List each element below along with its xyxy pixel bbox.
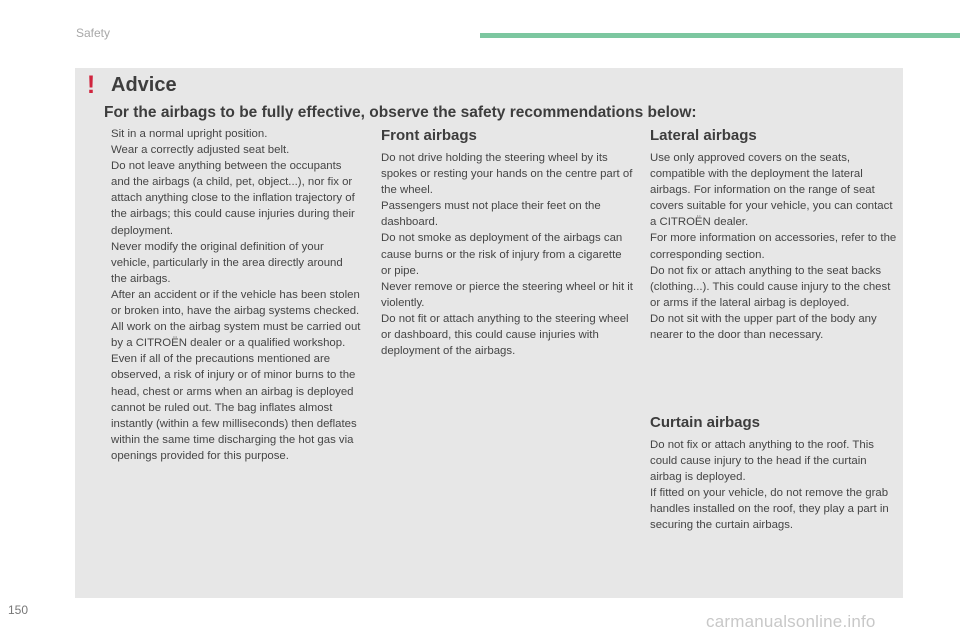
curtain-paragraph: If fitted on your vehicle, do not remove the grab handles installed on the roof, they play a part in securing the curtain airbags. bbox=[650, 487, 889, 532]
exclamation-icon: ! bbox=[86, 71, 96, 99]
front-airbags-heading: Front airbags bbox=[381, 127, 477, 144]
general-paragraph: Never modify the original definition of your vehicle, particularly in the area directly around the airbags. bbox=[111, 240, 343, 285]
lateral-paragraph: Do not sit with the upper part of the body any nearer to the door than necessary. bbox=[650, 312, 877, 342]
general-paragraph: After an accident or if the vehicle has been stolen or broken into, have the airbag systems checked. bbox=[111, 288, 360, 318]
curtain-airbags-heading: Curtain airbags bbox=[650, 414, 761, 431]
general-paragraph: Sit in a normal upright position. bbox=[111, 128, 268, 140]
lateral-airbags-heading: Lateral airbags bbox=[650, 127, 757, 144]
curtain-paragraph: Do not fix or attach anything to the roof. This could cause injury to the head if the curtain airbag is deployed. bbox=[650, 439, 874, 484]
general-advice-column bbox=[111, 126, 361, 464]
page-number: 150 bbox=[8, 603, 29, 617]
front-paragraph: Passengers must not place their feet on the dashboard. bbox=[381, 200, 601, 229]
advice-title: Advice bbox=[111, 74, 177, 96]
front-paragraph: Never remove or pierce the steering wheel or hit it violently. bbox=[381, 280, 633, 309]
watermark: carmanualsonline.info bbox=[706, 612, 876, 631]
general-paragraph: Even if all of the precautions mentioned are observed, a risk of injury or of minor burns to the head, chest or arms when an airbag is deployed cannot be ruled out. The bag inflates almost instantly (within a few milliseconds) then deflates within the same time discharging the hot gas via openings provided for this purpose. bbox=[111, 353, 357, 462]
front-paragraph: Do not drive holding the steering wheel by its spokes or resting your hands on the centre part of the wheel. bbox=[381, 152, 633, 197]
advice-subtitle: For the airbags to be fully effective, observe the safety recommendations below: bbox=[104, 104, 697, 121]
general-paragraph: Do not leave anything between the occupants and the airbags (a child, pet, object...), nor fix or attach anything close to the inflation trajectory of the airbags; this could cause injuries during their deployment. bbox=[111, 160, 355, 237]
curtain-airbags-column bbox=[650, 437, 898, 534]
section-label: Safety bbox=[76, 26, 111, 40]
lateral-paragraph: Use only approved covers on the seats, compatible with the deployment the lateral airbags. For information on the range of seat covers suitable for your vehicle, you can contact a CITROËN dealer. bbox=[650, 152, 893, 229]
general-paragraph: Wear a correctly adjusted seat belt. bbox=[111, 144, 290, 157]
section-accent-bar bbox=[480, 33, 960, 38]
front-paragraph: Do not smoke as deployment of the airbags can cause burns or the risk of injury from a cigarette or pipe. bbox=[381, 232, 623, 277]
lateral-paragraph: Do not fix or attach anything to the seat backs (clothing...). This could cause injury to the chest or arms if the lateral airbag is deployed. bbox=[650, 264, 891, 309]
front-airbags-column bbox=[381, 150, 633, 359]
lateral-airbags-column bbox=[650, 150, 898, 343]
lateral-paragraph: For more information on accessories, refer to the corresponding section. bbox=[650, 232, 897, 261]
front-paragraph: Do not fit or attach anything to the steering wheel or dashboard, this could cause injuries with deployment of the airbags. bbox=[381, 312, 629, 358]
general-paragraph: All work on the airbag system must be carried out by a CITROËN dealer or a qualified workshop. bbox=[111, 321, 361, 350]
